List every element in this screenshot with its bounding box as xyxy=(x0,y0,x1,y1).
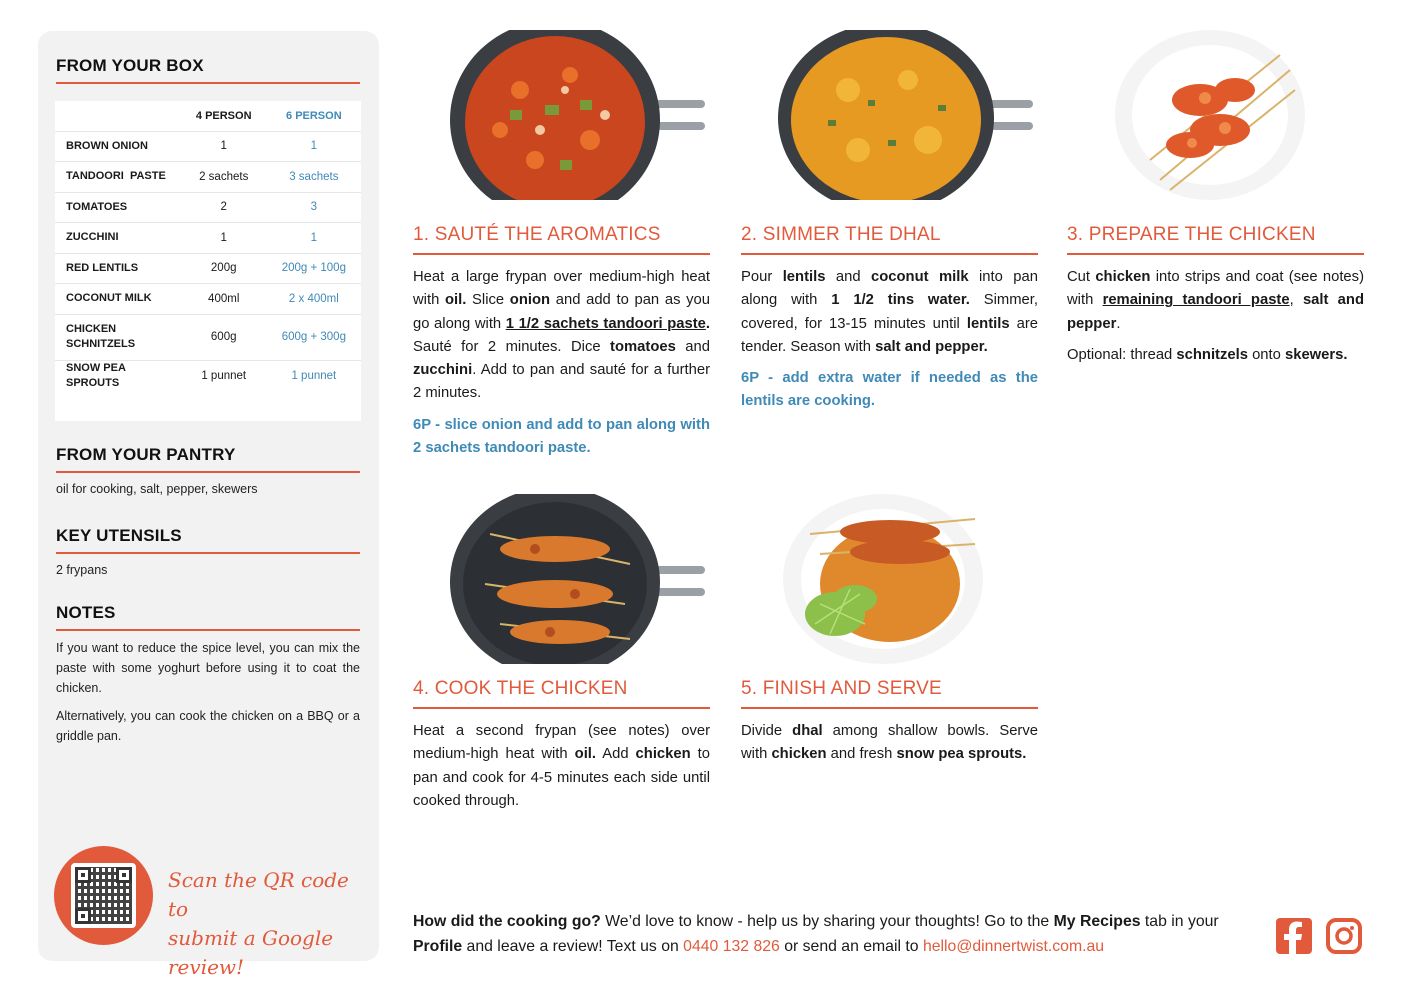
step-1-paragraph xyxy=(413,266,710,406)
step-3-photo xyxy=(1110,30,1310,200)
text: to pan and cook for 4-5 minutes each side until cooked through. xyxy=(413,746,710,809)
table-row xyxy=(55,284,361,315)
qty-6-person: 3 xyxy=(267,192,361,223)
text: Divide xyxy=(741,723,793,739)
ingredient: salt and pepper. xyxy=(875,338,988,355)
qty-4-person: 2 sachets xyxy=(181,162,267,193)
step-1-photo xyxy=(440,30,710,200)
step-5-instructions xyxy=(741,720,1038,775)
step-2-title: 2. SIMMER THE DHAL xyxy=(741,224,941,245)
qr-badge xyxy=(54,846,153,945)
ingredient: salt and pepper xyxy=(1067,292,1364,332)
qty-4-person: 1 punnet xyxy=(181,360,267,391)
step-3-title: 3. PREPARE THE CHICKEN xyxy=(1067,224,1316,245)
text: are tender. Season with xyxy=(741,315,1038,355)
step-1-instructions xyxy=(413,266,710,468)
table-row xyxy=(55,223,361,254)
qty-4-person: 2 xyxy=(181,192,267,223)
notes-text-1: If you want to reduce the spice level, you can mix the paste with some yoghurt before using it to coat the chicken. xyxy=(56,641,360,695)
table-row xyxy=(55,360,361,391)
ingredient: chicken xyxy=(771,746,827,763)
ingredient-underlined: remaining tandoori paste xyxy=(1102,292,1290,309)
text: or send an email to xyxy=(779,938,923,955)
text: We’d love to know - help us by sharing your thoughts! Go to the xyxy=(600,913,1054,930)
ingredient-name: CHICKEN SCHNITZELS xyxy=(55,314,181,360)
text: and add to pan as you go along with xyxy=(413,292,710,332)
qty-6-person: 1 xyxy=(267,131,361,162)
ingredient: onion xyxy=(509,292,551,309)
qr-finder xyxy=(75,908,91,924)
step-2-6p-note: 6P - add extra water if needed as the lentils are cooking. xyxy=(741,370,1038,410)
text: and fresh xyxy=(826,746,897,763)
table-row xyxy=(55,192,361,223)
ingredient-name: SNOW PEA SPROUTS xyxy=(55,360,181,391)
ingredient: tomatoes xyxy=(610,338,676,355)
notes-text-2: Alternatively, you can cook the chicken on a BBQ or a griddle pan. xyxy=(56,709,360,743)
text: and leave a review! Text us on xyxy=(462,938,684,955)
ingredient: oil. xyxy=(574,746,597,763)
qr-pattern xyxy=(75,867,132,924)
divider xyxy=(1067,253,1364,255)
table-header-item xyxy=(55,101,181,131)
pantry-text: oil for cooking, salt, pepper, skewers xyxy=(56,482,258,496)
ingredient: chicken xyxy=(635,746,691,763)
utensils-text: 2 frypans xyxy=(56,563,108,577)
text: among shallow bowls. Serve with xyxy=(741,723,1038,763)
divider xyxy=(413,253,710,255)
step-2-paragraph xyxy=(741,266,1038,359)
ingredient-name: ZUCCHINI xyxy=(55,223,181,254)
qr-finder xyxy=(75,867,91,883)
ingredient: schnitzels xyxy=(1176,346,1248,363)
qty-4-person: 200g xyxy=(181,253,267,284)
qty-6-person: 1 punnet xyxy=(267,360,361,391)
text: Sauté for 2 minutes. Dice xyxy=(413,338,611,355)
qty-6-person: 2 x 400ml xyxy=(267,284,361,315)
text: Optional: thread xyxy=(1067,346,1177,363)
text: . xyxy=(705,315,710,332)
text: and xyxy=(825,269,871,285)
text: Heat a large frypan over medium-high heat with xyxy=(413,269,710,309)
step-4-photo xyxy=(440,494,710,664)
table-row xyxy=(55,162,361,193)
divider xyxy=(56,82,360,84)
qty-6-person: 200g + 100g xyxy=(267,253,361,284)
text: into pan along with xyxy=(741,269,1038,309)
qty-6-person: 3 sachets xyxy=(267,162,361,193)
divider xyxy=(56,471,360,473)
text: Cut xyxy=(1067,269,1096,285)
text: Slice xyxy=(466,292,510,309)
text: Simmer, covered, for 13-15 minutes until xyxy=(741,292,1039,332)
ingredients-sidebar xyxy=(38,31,379,979)
divider xyxy=(741,253,1038,255)
key-utensils-title: KEY UTENSILS xyxy=(56,526,182,545)
table-row xyxy=(55,253,361,284)
step-3-paragraph xyxy=(1067,266,1364,336)
instagram-icon[interactable] xyxy=(1326,918,1362,954)
notes-title: NOTES xyxy=(56,603,116,622)
ingredient: lentils xyxy=(782,269,826,285)
ingredient: oil. xyxy=(445,292,467,309)
profile-label: Profile xyxy=(413,938,463,955)
table-header-4-person: 4 PERSON xyxy=(195,109,252,122)
feedback-footer xyxy=(413,909,1263,959)
ingredient: 1 1/2 tins water. xyxy=(831,292,970,309)
ingredient-name: TOMATOES xyxy=(55,192,181,223)
text: tab in your xyxy=(1140,913,1219,930)
qr-caption xyxy=(168,866,368,982)
step-2-instructions xyxy=(741,266,1038,422)
step-2-photo xyxy=(768,30,1038,200)
qty-4-person: 1 xyxy=(181,131,267,162)
divider xyxy=(56,552,360,554)
text: . xyxy=(1116,315,1121,332)
divider xyxy=(56,629,360,631)
qty-4-person: 600g xyxy=(181,314,267,360)
ingredient: chicken xyxy=(1095,269,1151,285)
ingredient: coconut milk xyxy=(871,269,969,285)
text: onto xyxy=(1247,346,1285,363)
text: Pour xyxy=(741,269,783,285)
ingredients-table xyxy=(55,101,361,421)
step-1-6p-note: 6P - slice onion and add to pan along with 2 sachets tandoori paste. xyxy=(413,416,710,457)
phone-link[interactable]: 0440 132 826 xyxy=(683,938,780,955)
email-link[interactable]: hello@dinnertwist.com.au xyxy=(922,938,1105,955)
step-5-paragraph xyxy=(741,720,1038,767)
ingredient: zucchini xyxy=(413,362,473,379)
table-header-6-person: 6 PERSON xyxy=(286,109,342,122)
step-4-paragraph xyxy=(413,720,710,813)
ingredient-name: BROWN ONION xyxy=(55,131,181,162)
text: . Add to pan and sauté for a further 2 minutes. xyxy=(413,362,710,402)
table-row xyxy=(55,314,361,360)
ingredient-name: RED LENTILS xyxy=(55,253,181,284)
text: Add xyxy=(596,746,636,763)
ingredient: skewers. xyxy=(1284,346,1348,363)
step-1-title: 1. SAUTÉ THE AROMATICS xyxy=(413,224,661,245)
from-box-title: FROM YOUR BOX xyxy=(56,56,204,75)
text: , xyxy=(1289,292,1303,309)
qr-code[interactable] xyxy=(71,863,136,928)
ingredient-name: COCONUT MILK xyxy=(55,284,181,315)
step-4-title: 4. COOK THE CHICKEN xyxy=(413,678,628,699)
step-4-instructions xyxy=(413,720,710,821)
step-3-instructions xyxy=(1067,266,1364,375)
from-pantry-title: FROM YOUR PANTRY xyxy=(56,445,236,464)
step-5-photo xyxy=(780,494,990,664)
qty-4-person: 400ml xyxy=(181,284,267,315)
qty-6-person: 1 xyxy=(267,223,361,254)
ingredient: lentils xyxy=(966,315,1010,332)
qty-4-person: 1 xyxy=(181,223,267,254)
divider xyxy=(413,707,710,709)
ingredient-name: TANDOORI PASTE xyxy=(55,162,181,193)
text: Heat a second frypan (see notes) over medium-high heat with xyxy=(413,723,710,763)
table-row xyxy=(55,131,361,162)
facebook-icon[interactable] xyxy=(1276,918,1312,954)
text: and xyxy=(675,338,710,355)
ingredient-underlined: 1 1/2 sachets tandoori paste xyxy=(505,315,706,332)
qr-finder xyxy=(116,867,132,883)
ingredient: dhal xyxy=(792,723,823,739)
qr-caption-line-2: submit a Google review! xyxy=(168,926,334,979)
my-recipes-label: My Recipes xyxy=(1053,913,1141,930)
text: into strips and coat (see notes) with xyxy=(1067,269,1364,309)
qr-caption-line-1: Scan the QR code to xyxy=(168,868,349,921)
footer-heading: How did the cooking go? xyxy=(413,913,601,930)
step-3-optional xyxy=(1067,344,1364,367)
qty-6-person: 600g + 300g xyxy=(267,314,361,360)
step-5-title: 5. FINISH AND SERVE xyxy=(741,678,942,699)
divider xyxy=(741,707,1038,709)
ingredient: snow pea sprouts. xyxy=(896,746,1027,763)
